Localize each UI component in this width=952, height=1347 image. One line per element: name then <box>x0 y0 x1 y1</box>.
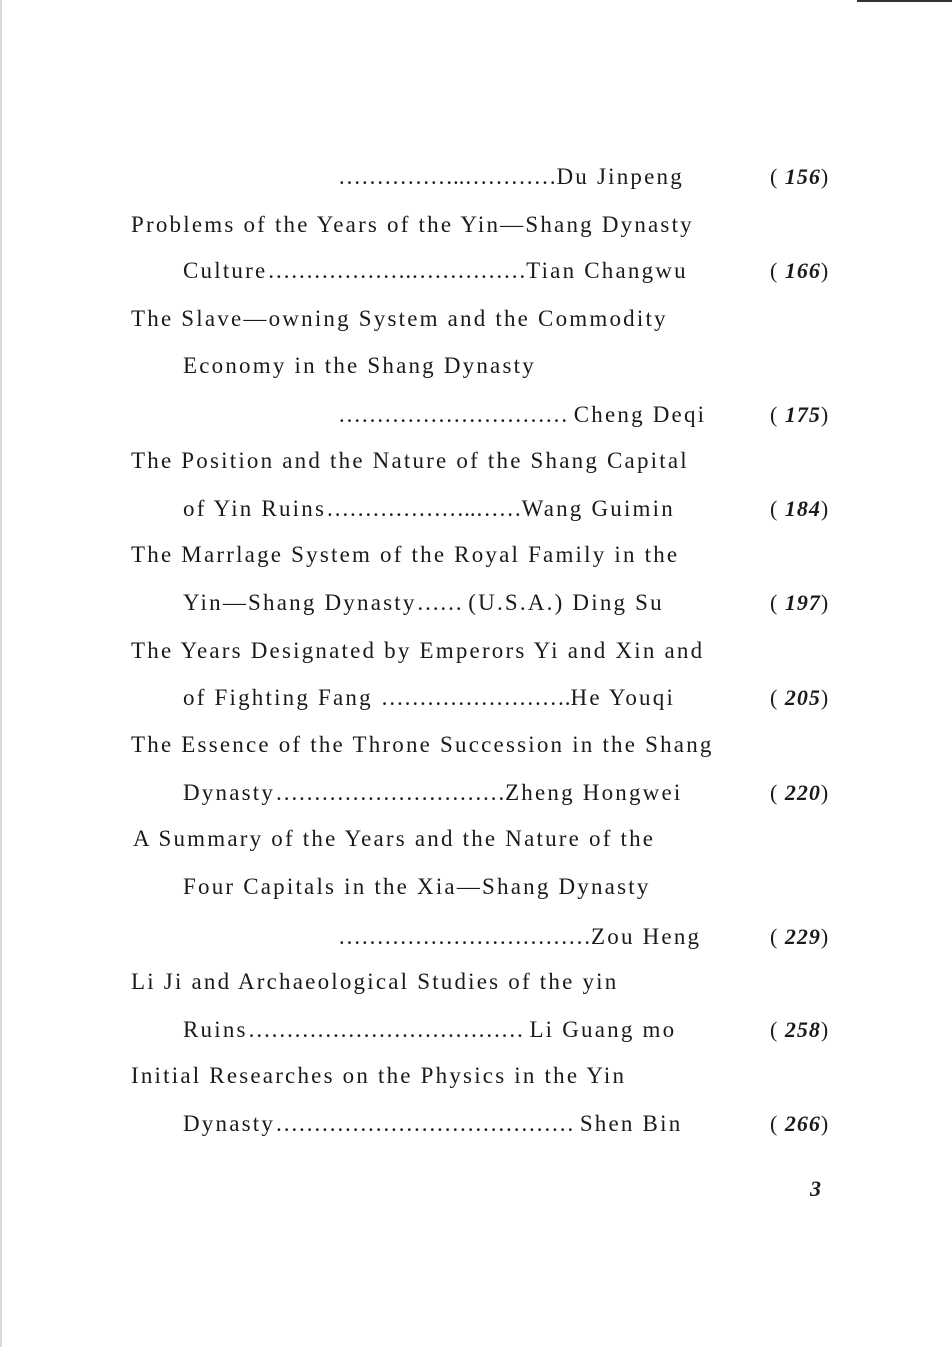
toc-entry-title: Problems of the Years of the Yin—Shang Dynasty <box>131 212 694 237</box>
author-name: (U.S.A.) Ding Su <box>468 590 664 615</box>
author-name: Shen Bin <box>579 1111 683 1136</box>
toc-entry-title: The Marrlage System of the Royal Family in the <box>131 542 680 567</box>
dot-leader: ……………………. <box>380 685 571 710</box>
author-name: Tian Changwu <box>526 258 688 283</box>
title-tail: Yin—Shang Dynasty <box>183 590 417 615</box>
page-ref: ( 197) <box>770 590 830 615</box>
page-ref-number: 166 <box>784 258 821 283</box>
page-ref-number: 197 <box>784 590 821 615</box>
toc-entry-title: Initial Researches on the Physics in the Yin <box>131 1063 627 1088</box>
page-ref-number: 184 <box>784 496 821 521</box>
toc-entry-title: The Position and the Nature of the Shang Capital <box>131 448 689 473</box>
page-ref-number: 220 <box>784 780 821 805</box>
toc-entry-author-line <box>183 778 683 808</box>
dot-leader: ……………..………… <box>338 164 557 189</box>
page-ref: ( 205) <box>770 685 830 710</box>
title-tail: Dynasty <box>183 1111 276 1136</box>
toc-entry-author-line <box>183 683 675 713</box>
title-tail: Dynasty <box>183 780 276 805</box>
dot-leader: ……………….…………… <box>267 258 527 283</box>
author-name: Zheng Hongwei <box>505 780 683 805</box>
page-ref: ( 184) <box>770 496 830 521</box>
dot-leader: ………………………… <box>338 402 574 427</box>
title-tail: Ruins <box>183 1017 248 1042</box>
author-name: Li Guang mo <box>529 1017 677 1042</box>
toc-entry-title: Li Ji and Archaeological Studies of the yin <box>131 969 619 994</box>
toc-entry-title: The Years Designated by Emperors Yi and Xin and <box>131 638 705 663</box>
toc-entry-author-line <box>183 494 675 524</box>
dot-leader: …………………………… <box>338 924 591 949</box>
title-tail: of Fighting Fang <box>183 685 381 710</box>
page-ref-number: 229 <box>784 924 821 949</box>
author-name: He Youqi <box>570 685 676 710</box>
page-ref-number: 175 <box>784 402 821 427</box>
toc-entry-title: Four Capitals in the Xia—Shang Dynasty <box>183 874 651 899</box>
page-ref-number: 156 <box>784 164 821 189</box>
page-ref: ( 220) <box>770 780 830 805</box>
dot-leader: ………………………… <box>275 780 506 805</box>
page-number: 3 <box>810 1176 821 1201</box>
dot-leader: ………………..…… <box>326 496 522 521</box>
toc-entry-author-line <box>183 1015 676 1045</box>
page-ref: ( 156) <box>770 164 830 189</box>
author-name: Du Jinpeng <box>556 164 684 189</box>
page-ref: ( 229) <box>770 924 830 949</box>
toc-entry-author-line <box>338 162 684 192</box>
page-ref: ( 175) <box>770 402 830 427</box>
author-name: Cheng Deqi <box>573 402 707 427</box>
toc-entry-author-line <box>183 1109 682 1139</box>
page-ref: ( 166) <box>770 258 830 283</box>
toc-entry-title: The Slave—owning System and the Commodity <box>131 306 668 331</box>
toc-entry-title: A Summary of the Years and the Nature of the <box>133 826 656 851</box>
toc-entry-title: Economy in the Shang Dynasty <box>183 353 536 378</box>
title-tail: of Yin Ruins <box>183 496 327 521</box>
author-name: Zou Heng <box>591 924 702 949</box>
dot-leader: …… <box>416 590 469 615</box>
toc-entry-author-line <box>183 256 688 286</box>
page-ref: ( 258) <box>770 1017 830 1042</box>
toc-entry-author-line <box>338 922 701 952</box>
dot-leader: ……………………………… <box>247 1017 530 1042</box>
author-name: Wang Guimin <box>521 496 675 521</box>
page-ref: ( 266) <box>770 1111 830 1136</box>
page-ref-number: 205 <box>784 685 821 710</box>
title-tail: Culture <box>183 258 268 283</box>
toc-entry-author-line <box>183 588 664 618</box>
page-ref-number: 258 <box>784 1017 821 1042</box>
page-ref-number: 266 <box>784 1111 821 1136</box>
toc-entry-author-line <box>338 400 706 430</box>
toc-entry-title: The Essence of the Throne Succession in the Shang <box>131 732 714 757</box>
dot-leader: ………………………………… <box>275 1111 580 1136</box>
